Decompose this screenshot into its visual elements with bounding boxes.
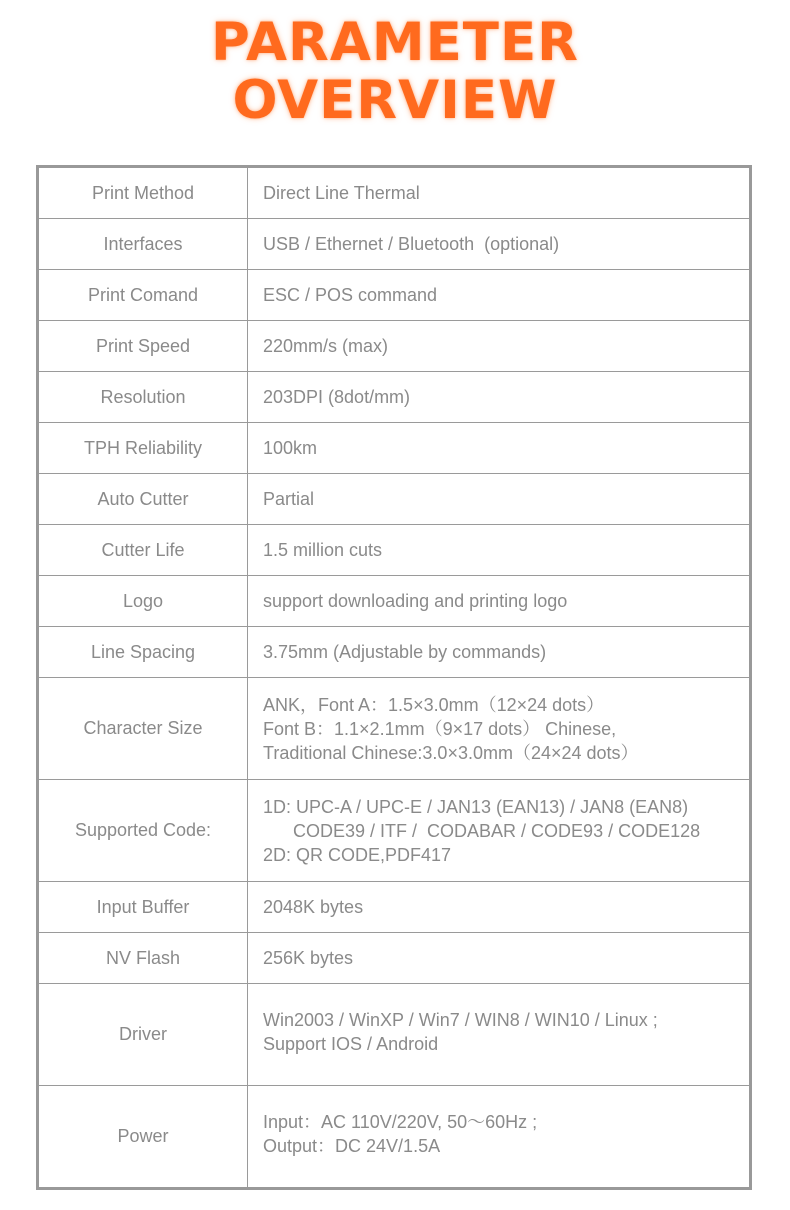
row-label: TPH Reliability bbox=[39, 423, 248, 473]
row-label: Interfaces bbox=[39, 219, 248, 269]
table-row bbox=[39, 933, 749, 984]
value-line: Output：DC 24V/1.5A bbox=[263, 1136, 441, 1156]
row-label: Logo bbox=[39, 576, 248, 626]
title-line-2: OVERVIEW bbox=[232, 70, 558, 131]
row-value bbox=[248, 576, 749, 626]
table-row bbox=[39, 525, 749, 576]
row-label: Input Buffer bbox=[39, 882, 248, 932]
value-line: Font B：1.1×2.1mm（9×17 dots） Chinese, bbox=[263, 718, 617, 739]
row-value bbox=[248, 372, 749, 422]
table-row bbox=[39, 780, 749, 882]
row-value bbox=[248, 780, 749, 881]
row-value bbox=[248, 270, 749, 320]
value-line: 1D: UPC-A / UPC-E / JAN13 (EAN13) / JAN8 (EAN8) bbox=[263, 796, 689, 817]
table-row bbox=[39, 627, 749, 678]
row-label: Print Speed bbox=[39, 321, 248, 371]
row-label: Auto Cutter bbox=[39, 474, 248, 524]
table-row bbox=[39, 321, 749, 372]
row-value bbox=[248, 1086, 749, 1187]
value-line: Partial bbox=[263, 489, 315, 509]
row-label: Line Spacing bbox=[39, 627, 248, 677]
table-row bbox=[39, 474, 749, 525]
row-value bbox=[248, 525, 749, 575]
value-line: Input：AC 110V/220V, 50～60Hz ; bbox=[263, 1112, 538, 1132]
row-value bbox=[248, 219, 749, 269]
value-line: 256K bytes bbox=[263, 948, 354, 968]
table-row bbox=[39, 678, 749, 780]
row-value bbox=[248, 321, 749, 371]
value-line: 2048K bytes bbox=[263, 897, 364, 917]
value-line: CODE39 / ITF / CODABAR / CODE93 / CODE128 bbox=[263, 820, 701, 841]
title-line-1: PARAMETER bbox=[211, 12, 579, 73]
table-row bbox=[39, 984, 749, 1086]
value-line: ANK，Font A：1.5×3.0mm（12×24 dots） bbox=[263, 694, 605, 715]
table-row bbox=[39, 423, 749, 474]
value-line: support downloading and printing logo bbox=[263, 591, 568, 611]
value-line: 100km bbox=[263, 438, 318, 458]
row-value bbox=[248, 678, 749, 779]
value-line: Win2003 / WinXP / Win7 / WIN8 / WIN10 / Linux ; bbox=[263, 1010, 658, 1030]
spec-table bbox=[36, 165, 752, 1190]
row-label: Print Method bbox=[39, 168, 248, 218]
row-label: Print Comand bbox=[39, 270, 248, 320]
row-label: Driver bbox=[39, 984, 248, 1085]
table-row bbox=[39, 372, 749, 423]
table-row bbox=[39, 882, 749, 933]
table-row bbox=[39, 219, 749, 270]
row-label: Power bbox=[39, 1086, 248, 1187]
row-value bbox=[248, 474, 749, 524]
table-row bbox=[39, 168, 749, 219]
value-line: ESC / POS command bbox=[263, 285, 438, 305]
value-line: 2D: QR CODE,PDF417 bbox=[263, 844, 452, 865]
row-value bbox=[248, 933, 749, 983]
row-label: Cutter Life bbox=[39, 525, 248, 575]
value-line: Support IOS / Android bbox=[263, 1034, 439, 1054]
value-line: Traditional Chinese:3.0×3.0mm（24×24 dots） bbox=[263, 742, 639, 763]
row-label: NV Flash bbox=[39, 933, 248, 983]
row-value bbox=[248, 882, 749, 932]
value-line: 3.75mm (Adjustable by commands) bbox=[263, 642, 547, 662]
value-line: 203DPI (8dot/mm) bbox=[263, 387, 411, 407]
value-line: USB / Ethernet / Bluetooth (optional) bbox=[263, 234, 560, 254]
row-value bbox=[248, 423, 749, 473]
row-label: Character Size bbox=[39, 678, 248, 779]
value-line: 1.5 million cuts bbox=[263, 540, 383, 560]
table-row bbox=[39, 576, 749, 627]
row-value bbox=[248, 984, 749, 1085]
table-row bbox=[39, 1086, 749, 1187]
table-row bbox=[39, 270, 749, 321]
row-label: Supported Code: bbox=[39, 780, 248, 881]
row-value bbox=[248, 168, 749, 218]
page-title bbox=[0, 14, 790, 130]
row-label: Resolution bbox=[39, 372, 248, 422]
value-line: Direct Line Thermal bbox=[263, 183, 420, 203]
row-value bbox=[248, 627, 749, 677]
value-line: 220mm/s (max) bbox=[263, 336, 389, 356]
